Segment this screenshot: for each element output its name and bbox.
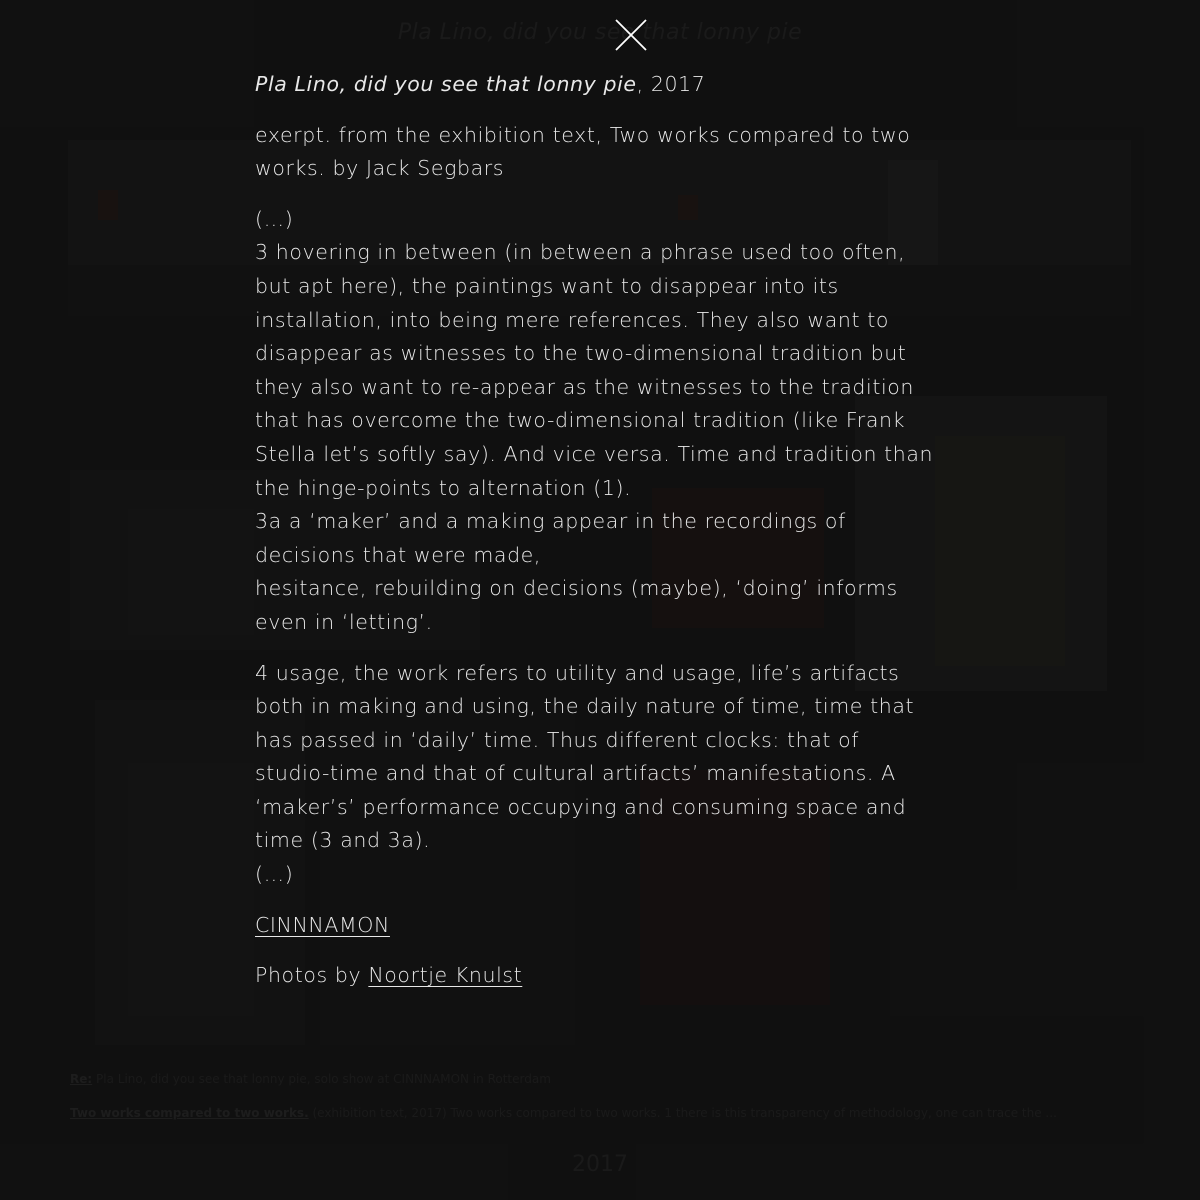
background-caption-exhibition-text: Two works compared to two works. (exhibition text, 2017) Two works compared to two works. 1 there is this transparency of methodology, one can trace the ... [70, 1106, 1057, 1120]
work-title: Pla Lino, did you see that lonny pie [255, 72, 637, 96]
background-caption-re: Re: Pla Lino, did you see that lonny pie, solo show at CINNNAMON in Rotterdam [70, 1072, 551, 1086]
excerpt-paragraph-2 [255, 657, 945, 892]
text-line: studio-time and that of cultural artifacts’ manifestations. A [255, 761, 896, 786]
photo-credit [255, 959, 945, 993]
text-line: 3 hovering in between (in between a phrase used too often, [255, 240, 906, 265]
venue-link[interactable]: CINNNAMON [255, 912, 390, 937]
text-line: ‘maker’s’ performance occupying and consuming space and [255, 794, 907, 819]
text-line: has passed in ‘daily’ time. Thus different clocks: that of [255, 727, 860, 752]
text-line: the hinge-points to alternation (1). [255, 475, 632, 500]
excerpt-paragraph-1 [255, 203, 945, 640]
intro-paragraph [255, 119, 945, 186]
text-line: (…) [255, 206, 294, 231]
text-line: they also want to re-appear as the witnesses to the tradition [255, 374, 915, 399]
text-line: that has overcome the two-dimensional tradition (like Frank [255, 408, 906, 433]
intro-line: works. by Jack Segbars [255, 156, 505, 181]
text-line: 3a a ‘maker’ and a making appear in the recordings of [255, 509, 846, 534]
text-line: both in making and using, the daily nature of time, time that [255, 694, 915, 719]
text-line: (…) [255, 862, 294, 887]
work-heading [255, 68, 945, 102]
close-x-icon [613, 17, 649, 53]
photographer-link[interactable]: Noortje Knulst [368, 963, 523, 988]
close-button[interactable] [613, 17, 649, 53]
background-year: 2017 [572, 1152, 628, 1177]
venue-paragraph [255, 909, 945, 943]
work-year: , 2017 [636, 72, 706, 96]
photo-credit-prefix: Photos by [255, 963, 369, 988]
text-line: 4 usage, the work refers to utility and usage, life’s artifacts [255, 660, 900, 685]
intro-line: exerpt. from the exhibition text, Two works compared to two [255, 122, 911, 147]
text-line: decisions that were made, [255, 542, 542, 567]
background-page-title: Pla Lino, did you see that lonny pie [397, 20, 803, 45]
text-line: Stella let’s softly say). And vice versa. Time and tradition than [255, 441, 934, 466]
modal-content [255, 68, 945, 1010]
text-line: time (3 and 3a). [255, 828, 431, 853]
text-line: but apt here), the paintings want to disappear into its [255, 273, 839, 298]
text-line: disappear as witnesses to the two-dimensional tradition but [255, 341, 907, 366]
text-line: hesitance, rebuilding on decisions (maybe), ‘doing’ informs [255, 576, 898, 601]
text-line: installation, into being mere references. They also want to [255, 307, 890, 332]
text-line: even in ‘letting’. [255, 609, 433, 634]
